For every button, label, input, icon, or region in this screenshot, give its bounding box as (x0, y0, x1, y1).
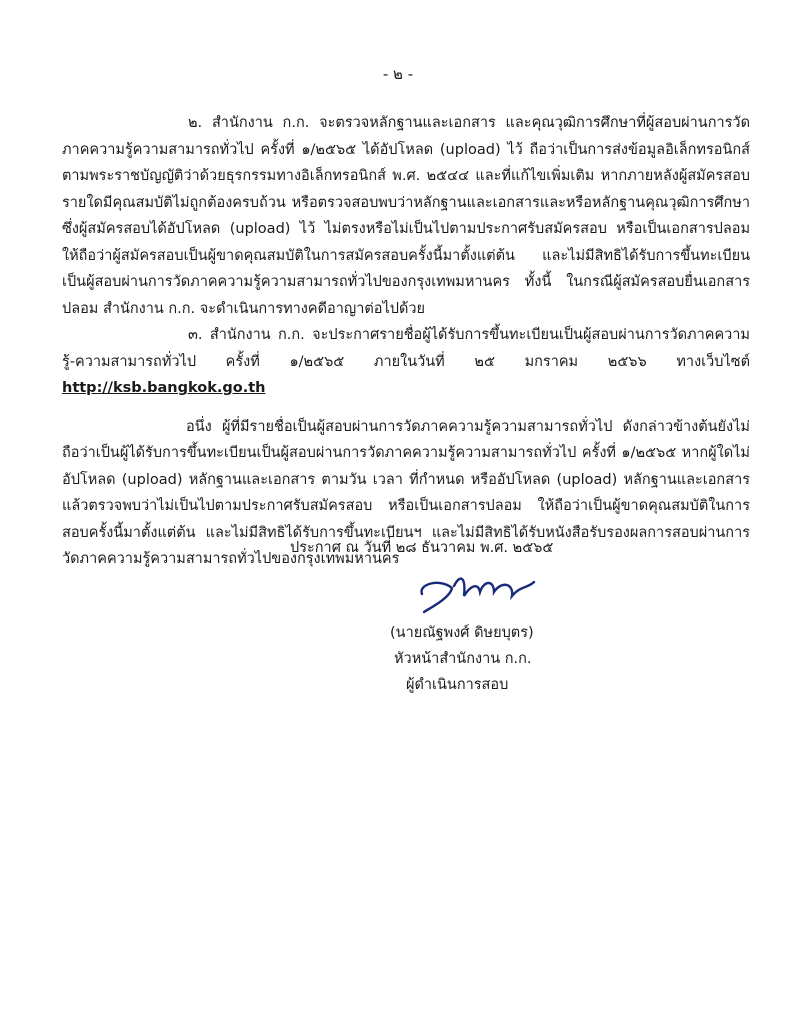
paragraph-3 (62, 322, 750, 402)
paragraph-2: ๒. สำนักงาน ก.ก. จะตรวจหลักฐานและเอกสาร และคุณวุฒิการศึกษาที่ผู้สอบผ่านการวัดภาคความรู้ความสามารถทั่วไป ครั้งที่ ๑/๒๕๖๕ ได้อัปโหลด (upload) ไว้ ถือว่าเป็นการส่งข้อมูลอิเล็กทรอนิกส์ตามพระราชบัญญัติว่าด้วยธุรกรรมทางอิเล็กทรอนิกส์ พ.ศ. ๒๕๔๔ และที่แก้ไขเพิ่มเติม หากภายหลังผู้สมัครสอบรายใดมีคุณสมบัติไม่ถูกต้องครบถ้วน หรือตรวจสอบพบว่าหลักฐานและเอกสารและหรือหลักฐานคุณวุฒิการศึกษาซึ่งผู้สมัครสอบได้อัปโหลด (upload) ไว้ ไม่ตรงหรือไม่เป็นไปตามประกาศรับสมัครสอบ หรือเป็นเอกสารปลอม ให้ถือว่าผู้สมัครสอบเป็นผู้ขาดคุณสมบัติในการสมัครสอบครั้งนี้มาตั้งแต่ต้น และไม่มีสิทธิได้รับการขึ้นทะเบียนเป็นผู้สอบผ่านการวัดภาคความรู้ความสามารถทั่วไปของกรุงเทพมหานคร ทั้งนี้ ในกรณีผู้สมัครสอบยื่นเอกสารปลอม สำนักงาน ก.ก. จะดำเนินการทางคดีอาญาต่อไปด้วย (62, 115, 750, 317)
announce-date: ประกาศ ณ วันที่ ๒๘ ธันวาคม พ.ศ. ๒๕๖๕ (290, 540, 554, 556)
signature-image (410, 566, 560, 621)
paragraph-note: อนึ่ง ผู้ที่มีรายชื่อเป็นผู้สอบผ่านการวัดภาคความรู้ความสามารถทั่วไป ดังกล่าวข้างต้นยังไม่ถือว่าเป็นผู้ได้รับการขึ้นทะเบียนเป็นผู้สอบผ่านการวัดภาคความรู้ความสามารถทั่วไป ครั้งที่ ๑/๒๕๖๕ หากผู้ใดไม่อัปโหลด (upload) หลักฐานและเอกสาร ตามวัน เวลา ที่กำหนด หรืออัปโหลด (upload) หลักฐานและเอกสารแล้วตรวจพบว่าไม่เป็นไปตามประกาศรับสมัครสอบ หรือเป็นเอกสารปลอม ให้ถือว่าเป็นผู้ขาดคุณสมบัติในการสอบครั้งนี้มาตั้งแต่ต้น และไม่มีสิทธิได้รับการขึ้นทะเบียนฯ และไม่มีสิทธิได้รับหนังสือรับรองผลการสอบผ่านการวัดภาคความรู้ความสามารถทั่วไปของกรุงเทพมหานคร (62, 418, 750, 567)
document-body (62, 110, 750, 573)
website-link[interactable]: http://ksb.bangkok.go.th (62, 380, 266, 396)
signatory-role: ผู้ดำเนินการสอบ (406, 677, 509, 693)
paragraph-3-text: ๓. สำนักงาน ก.ก. จะประกาศรายชื่อผู้ได้รับการขึ้นทะเบียนเป็นผู้สอบผ่านการวัดภาคความรู้-ความสามารถทั่วไป ครั้งที่ ๑/๒๕๖๕ ภายในวันที่ ๒๕ มกราคม ๒๕๖๖ ทางเว็บไซต์ (62, 327, 750, 370)
signatory-name: (นายณัฐพงศ์ ดิษยบุตร) (390, 625, 534, 641)
signatory-block (390, 620, 534, 698)
page-number: - ๒ - (382, 65, 414, 83)
signatory-title: หัวหน้าสำนักงาน ก.ก. (394, 651, 532, 667)
